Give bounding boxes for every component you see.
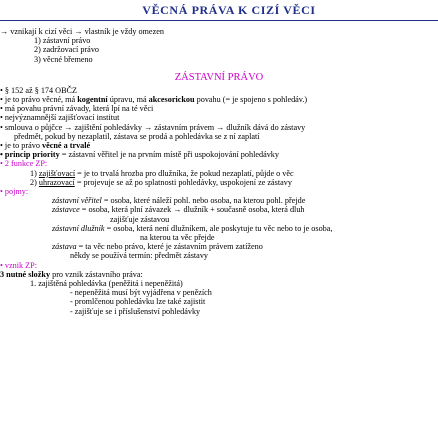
bullet-line: • má povahu právní závady, která lpí na té věci [0,104,154,114]
component-detail: - promlčenou pohledávku lze také zajistit [70,297,206,307]
term-continuation: zajišťuje zástavou [110,214,170,224]
page-title: VĚCNÁ PRÁVA K CIZÍ VĚCI [142,3,316,17]
term-item: zástava = ta věc nebo právo, které je zástavním právem zatíženo [52,242,263,252]
bullet-line: • nejvýznamnější zajišťovací institut [0,113,120,123]
term-item: zástavce = osoba, která plní závazek → dlužník + současně osoba, která dluh [52,205,305,215]
bullet-line: • je to právo věcné, má kogentní úpravu, má akcesorickou povahu (= je spojeno s pohledáv.) [0,95,308,105]
law-reference: • § 152 až § 174 OBČZ [0,85,78,95]
component-detail: - nepeněžitá musí být vyjádřena v penězích [70,288,212,298]
function-item: 1) zajišťovací = je to trvalá hrozba pro dlužníka, že pokud nezaplatí, půjde o věc [30,168,294,178]
intro-line: → vznikají k cizí věci → vlastník je vždy omezen [0,27,164,36]
origin-label: • vznik ZP: [0,260,37,270]
component-item: 1. zajištěná pohledávka (peněžitá i nepeněžitá) [30,279,183,289]
component-detail: - zajišťuje se i příslušenství pohledávky [70,306,201,316]
intro-item: 1) zástavní právo [34,36,91,46]
section-heading: ZÁSTAVNÍ PRÁVO [174,71,264,83]
term-continuation: na kterou ta věc přejde [140,233,215,243]
origin-line: 3 nutné složky pro vznik zástavního práva: [0,269,143,279]
bullet-line: • je to právo věcné a trvalé [0,141,91,151]
intro-item: 3) věcné břemeno [34,54,93,64]
term-continuation: někdy se používá termín: předmět zástavy [70,251,209,261]
bullet-line: • princip priority = zástavní věřitel je na prvním místě při uspokojování pohledávky [0,150,279,160]
intro-item: 2) zadržovací právo [34,45,100,55]
bullet-continuation: předmět, pokud by nezaplatil, zástava se prodá a pohledávka se z ní zaplatí [14,131,260,141]
functions-label: • 2 funkce ZP: [0,159,48,169]
term-item: zástavní dlužník = osoba, která není dlužníkem, ale poskytuje tu věc nebo to je osoba, [52,223,333,233]
function-item: 2) uhrazovací = projevuje se až po splatnosti pohledávky, uspokojení ze zástavy [30,177,292,187]
bullet-line: • smlouva o půjčce → zajištění pohledávky → zástavním právem → dlužník dává do zástavy [0,122,306,132]
terms-label: • pojmy: [0,187,29,197]
term-item: zástavní věřitel = osoba, které náleží pohl. nebo osoba, na kterou pohl. přejde [52,196,306,206]
